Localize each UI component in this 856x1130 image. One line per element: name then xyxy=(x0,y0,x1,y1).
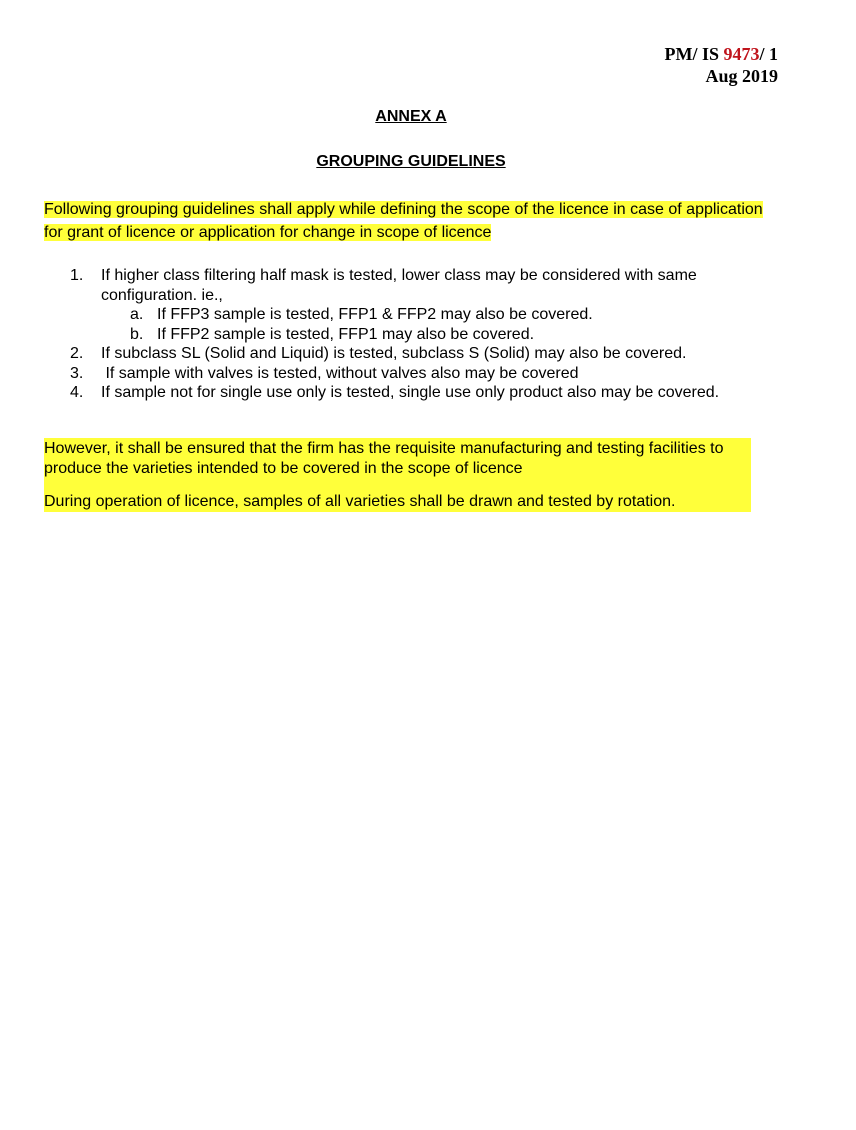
annex-title: ANNEX A xyxy=(375,108,447,125)
intro-paragraph xyxy=(44,198,764,244)
during-paragraph: During operation of licence, samples of all varieties shall be drawn and tested by rotation. xyxy=(44,481,751,512)
list-item xyxy=(70,266,770,305)
list-item-text: If sample not for single use only is tested, single use only product also may be covered. xyxy=(101,384,720,401)
list-marker: 1. xyxy=(70,267,84,284)
sub-list-marker: b. xyxy=(130,325,144,343)
list-item xyxy=(70,344,770,364)
list-marker: 4. xyxy=(70,384,84,401)
list-item-text: If subclass SL (Solid and Liquid) is tested, subclass S (Solid) may also be covered. xyxy=(101,345,687,362)
list-marker: 2. xyxy=(70,345,84,362)
list-marker: 3. xyxy=(70,364,84,382)
sub-list-item xyxy=(70,305,770,325)
sub-list-item-text: If FFP2 sample is tested, FFP1 may also be covered. xyxy=(157,325,535,343)
guidelines-list xyxy=(70,266,770,403)
is-number: 9473 xyxy=(723,44,760,64)
sub-list-item-text: If FFP3 sample is tested, FFP1 & FFP2 may also be covered. xyxy=(157,306,593,323)
sub-list-item xyxy=(70,325,770,345)
document-number: PM/ IS 9473/ 1 xyxy=(664,44,778,64)
document-date: Aug 2019 xyxy=(705,66,778,86)
list-item-text: If higher class filtering half mask is tested, lower class may be considered with same configuration. ie., xyxy=(101,267,697,304)
list-item xyxy=(70,364,770,384)
intro-text: Following grouping guidelines shall apply while defining the scope of the licence in case of application for grant of licence or application for change in scope of licence xyxy=(44,201,763,241)
list-item-text: If sample with valves is tested, without valves also may be covered xyxy=(101,364,579,382)
list-item xyxy=(70,383,770,403)
sub-list-marker: a. xyxy=(130,306,144,323)
section-title: GROUPING GUIDELINES xyxy=(316,153,506,170)
however-paragraph: However, it shall be ensured that the firm has the requisite manufacturing and testing facilities to produce the varieties intended to be covered in the scope of licence xyxy=(44,438,751,481)
document-reference xyxy=(664,43,778,87)
